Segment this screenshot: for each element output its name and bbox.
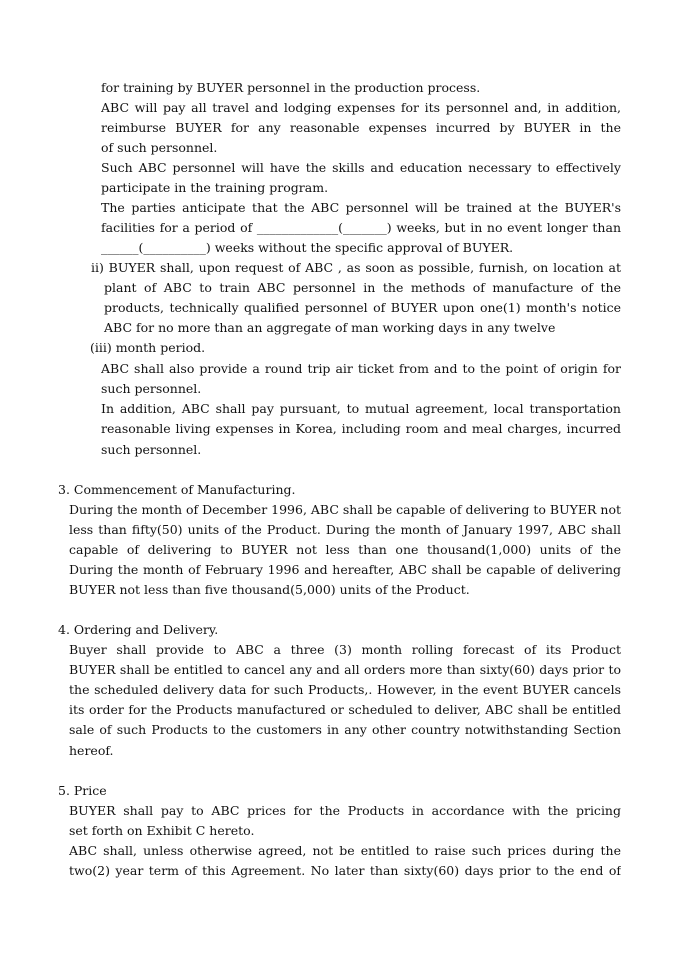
text-line: reasonable living expenses in Korea, including room and meal charges, incurred — [101, 421, 621, 436]
text-line: products, technically qualified personnel of BUYER upon one(1) month's notice — [104, 300, 621, 315]
text-line: (iii) month period. — [90, 340, 206, 355]
text-line: of such personnel. — [101, 140, 218, 155]
text-line: sale of such Products to the customers in any other country notwithstanding Section — [69, 722, 621, 737]
text-line: capable of delivering to BUYER not less than one thousand(1,000) units of the — [69, 542, 621, 557]
text-line: ABC for no more than an aggregate of man working days in any twelve — [104, 320, 556, 335]
text-line: The parties anticipate that the ABC personnel will be trained at the BUYER's — [101, 200, 621, 215]
text-line: the scheduled delivery data for such Products,. However, in the event BUYER cancels — [69, 682, 621, 697]
text-line: During the month of February 1996 and hereafter, ABC shall be capable of delivering — [69, 562, 621, 577]
text-line: less than fifty(50) units of the Product. During the month of January 1997, ABC shall — [69, 522, 621, 537]
text-line: In addition, ABC shall pay pursuant, to mutual agreement, local transportation — [101, 401, 621, 416]
text-line: ii) BUYER shall, upon request of ABC , as soon as possible, furnish, on location at — [91, 260, 621, 275]
text-line: hereof. — [69, 743, 114, 758]
text-line: for training by BUYER personnel in the production process. — [101, 80, 481, 95]
text-line: such personnel. — [101, 381, 202, 396]
text-line: ABC shall also provide a round trip air ticket from and to the point of origin for — [101, 361, 621, 376]
text-line: Buyer shall provide to ABC a three (3) month rolling forecast of its Product — [69, 642, 621, 657]
text-line: BUYER not less than five thousand(5,000) units of the Product. — [69, 582, 470, 597]
text-line: participate in the training program. — [101, 180, 329, 195]
text-line: BUYER shall pay to ABC prices for the Products in accordance with the pricing — [69, 803, 621, 818]
text-line: its order for the Products manufactured or scheduled to deliver, ABC shall be entitled — [69, 702, 621, 717]
text-line: reimburse BUYER for any reasonable expenses incurred by BUYER in the — [101, 120, 621, 135]
text-line: ABC will pay all travel and lodging expenses for its personnel and, in addition, — [101, 100, 621, 115]
text-line: ______(__________) weeks without the specific approval of BUYER. — [101, 240, 514, 255]
section-heading: 3. Commencement of Manufacturing. — [58, 482, 296, 497]
text-line: During the month of December 1996, ABC shall be capable of delivering to BUYER not — [69, 502, 621, 517]
text-line: Such ABC personnel will have the skills and education necessary to effectively — [101, 160, 621, 175]
text-line: ABC shall, unless otherwise agreed, not be entitled to raise such prices during the — [69, 843, 621, 858]
text-line: plant of ABC to train ABC personnel in the methods of manufacture of the — [104, 280, 621, 295]
text-line: such personnel. — [101, 442, 202, 457]
text-line: BUYER shall be entitled to cancel any and all orders more than sixty(60) days prior to — [69, 662, 621, 677]
section-heading: 5. Price — [58, 783, 107, 798]
text-line: two(2) year term of this Agreement. No later than sixty(60) days prior to the end of — [69, 863, 621, 878]
text-line: set forth on Exhibit C hereto. — [69, 823, 255, 838]
text-line: facilities for a period of _____________(_______) weeks, but in no event longer than — [101, 220, 621, 235]
section-heading: 4. Ordering and Delivery. — [58, 622, 219, 637]
